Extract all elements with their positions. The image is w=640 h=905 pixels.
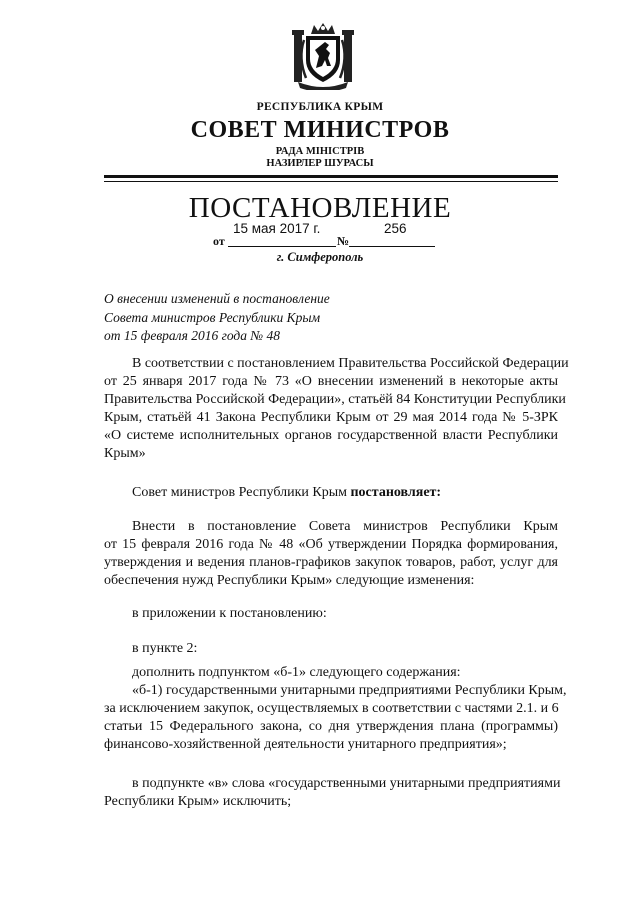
date-label: от [213, 234, 225, 248]
text-line: Республики Крым» исключить; [104, 794, 292, 809]
header-divider-thin [104, 181, 558, 182]
resolution-text: Совет министров Республики Крым [132, 485, 351, 500]
text-line: за исключением закупок, осуществляемых в соответствии с частями 2.1. и 6 [104, 701, 559, 716]
text-line: статьи 15 Федерального закона, со дня утверждения плана (программы) [104, 719, 558, 734]
council-name-crimean-tatar: НАЗИРЛЕР ШУРАСЫ [266, 158, 374, 169]
decree-subject [104, 290, 330, 346]
number-label: № [337, 234, 350, 248]
document-type-title: ПОСТАНОВЛЕНИЕ [188, 192, 452, 224]
text-line: «б-1) государственными унитарными предприятиями Республики Крым, [132, 683, 567, 698]
text-line: в подпункте «в» слова «государственными унитарными предприятиями [132, 776, 561, 791]
city: г. Симферополь [276, 250, 364, 264]
number-underline [349, 246, 435, 247]
header-divider-thick [104, 175, 558, 178]
subject-line: О внесении изменений в постановление [104, 291, 330, 306]
text-line: Правительства Российской Федерации», статьёй 84 Конституции Республики [104, 392, 566, 407]
council-name-ukrainian: РАДА МІНІСТРІВ [275, 146, 365, 157]
amendment-paragraph [104, 518, 558, 590]
subclause-removal-paragraph [104, 775, 561, 811]
subject-line: Совета министров Республики Крым [104, 309, 321, 325]
republic-name: РЕСПУБЛИКА КРЫМ [256, 101, 384, 113]
text-line: от 15 февраля 2016 года № 48 «Об утверждении Порядка формирования, [104, 537, 558, 552]
crimea-coat-of-arms-icon [292, 22, 354, 90]
preamble-paragraph [104, 355, 569, 463]
text-line: Крым, статьёй 41 Закона Республики Крым от 29 мая 2014 года № 5-ЗРК [104, 410, 558, 425]
clause-paragraph [104, 640, 558, 658]
text-line: от 25 января 2017 года № 73 «О внесении изменений в некоторые акты [104, 374, 558, 389]
council-name: СОВЕТ МИНИСТРОВ [190, 117, 450, 143]
subclause-addition-paragraph [104, 664, 567, 754]
text-line: «О системе исполнительных органов государственной власти Республики [104, 428, 558, 443]
decree-date: 15 мая 2017 г. [233, 221, 321, 236]
subject-line: от 15 февраля 2016 года № 48 [104, 328, 280, 343]
text-line: в пункте 2: [132, 641, 198, 656]
text-line: утверждения и ведения планов-графиков закупок товаров, работ, услуг для [104, 555, 558, 570]
text-line: Внести в постановление Совета министров Республики Крым [132, 519, 558, 534]
resolution-verb: постановляет: [350, 485, 442, 500]
text-line: В соответствии с постановлением Правительства Российской Федерации [132, 356, 569, 371]
text-line: Крым» [104, 446, 146, 461]
text-line: обеспечения нужд Республики Крым» следующие изменения: [104, 573, 475, 588]
appendix-paragraph [104, 605, 558, 623]
text-line: в приложении к постановлению: [132, 606, 327, 621]
text-line: дополнить подпунктом «б-1» следующего содержания: [132, 665, 461, 680]
text-line: финансово-хозяйственной деятельности унитарного предприятия»; [104, 737, 507, 752]
resolution-clause [104, 484, 558, 502]
decree-number: 256 [384, 221, 407, 236]
date-underline [228, 246, 336, 247]
